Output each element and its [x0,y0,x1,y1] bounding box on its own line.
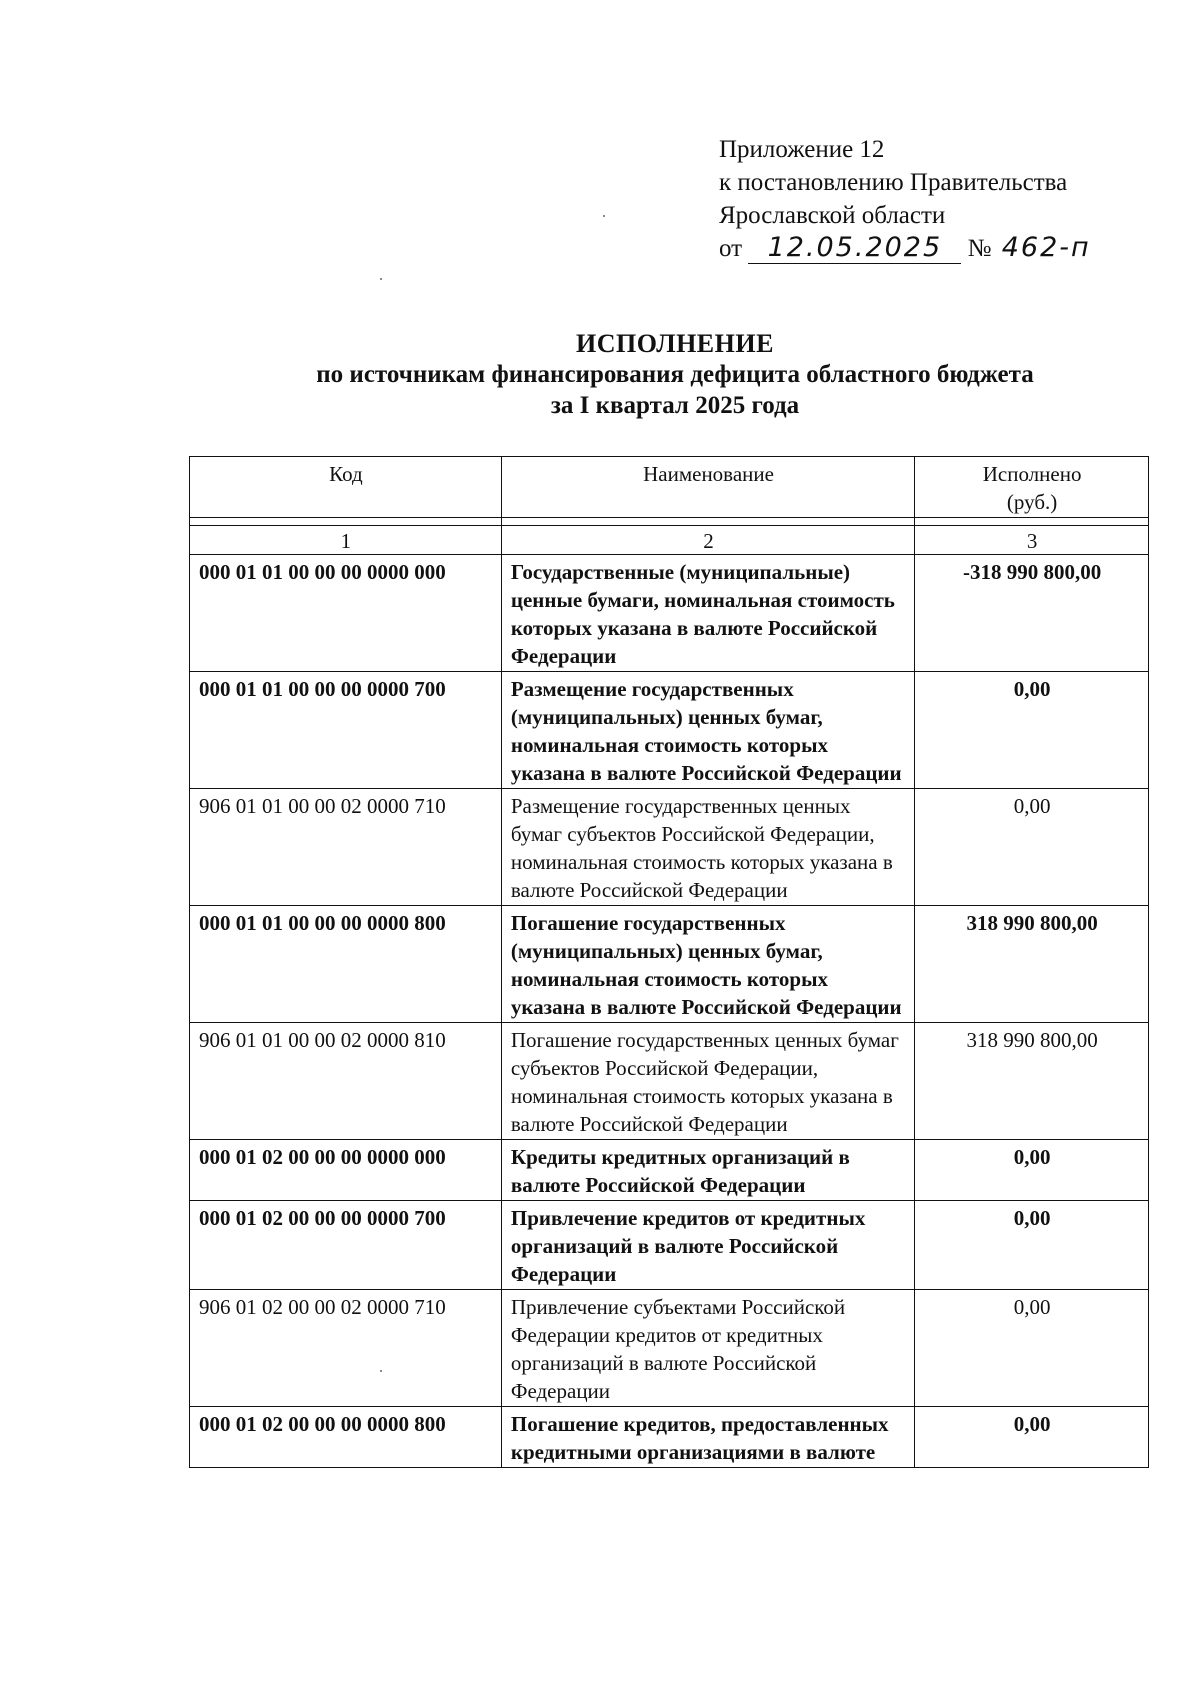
header-gap [190,518,1149,526]
scan-speck [380,278,382,280]
amount-cell: 0,00 [915,1407,1149,1468]
table-row [190,672,1149,789]
execution-table [189,456,1149,1468]
name-cell: Размещение государственных (муниципальных) ценных бумаг, номинальная стоимость которых указана в валюте Российской Федерации [501,672,914,789]
code-cell: 000 01 01 00 00 00 0000 000 [190,555,502,672]
name-cell: Погашение государственных ценных бумаг субъектов Российской Федерации, номинальная стоимость которых указана в валюте Российской Федерации [501,1023,914,1140]
title-line-3: за I квартал 2025 года [550,392,800,419]
name-cell: Погашение кредитов, предоставленных кредитными организациями в валюте [501,1407,914,1468]
date-prefix: от [719,235,743,262]
amount-cell: -318 990 800,00 [915,555,1149,672]
table-row [190,1140,1149,1201]
name-cell: Погашение государственных (муниципальных) ценных бумаг, номинальная стоимость которых указана в валюте Российской Федерации [501,906,914,1023]
amount-cell: 0,00 [915,1140,1149,1201]
title-line-2: по источникам финансирования дефицита областного бюджета [316,361,1034,388]
scan-speck [603,215,605,217]
name-cell: Привлечение кредитов от кредитных организаций в валюте Российской Федерации [501,1201,914,1290]
header-name: Наименование [501,457,914,518]
name-cell: Кредиты кредитных организаций в валюте Российской Федерации [501,1140,914,1201]
handwritten-number: 462-п [1001,232,1091,263]
table-header-row [190,457,1149,518]
amount-cell: 0,00 [915,789,1149,906]
header-amount-line-2: (руб.) [1006,490,1058,514]
table-row [190,906,1149,1023]
table-row [190,1290,1149,1407]
name-cell: Государственные (муниципальные) ценные бумаги, номинальная стоимость которых указана в валюте Российской Федерации [501,555,914,672]
amount-cell: 0,00 [915,672,1149,789]
code-cell: 000 01 02 00 00 00 0000 700 [190,1201,502,1290]
name-cell: Размещение государственных ценных бумаг субъектов Российской Федерации, номинальная стоимость которых указана в валюте Российской Федерации [501,789,914,906]
appendix-line-3: Ярославской области [719,202,946,229]
code-cell: 000 01 02 00 00 00 0000 800 [190,1407,502,1468]
code-cell: 000 01 02 00 00 00 0000 000 [190,1140,502,1201]
number-prefix: № [967,235,992,262]
scan-speck [380,1370,382,1372]
amount-cell: 0,00 [915,1201,1149,1290]
appendix-date-line [719,232,1124,265]
handwritten-date: 12.05.2025 [748,233,961,264]
code-cell: 906 01 01 00 00 02 0000 710 [190,789,502,906]
appendix-line-1: Приложение 12 [719,136,885,163]
table-row [190,1023,1149,1140]
title-line-1: ИСПОЛНЕНИЕ [576,329,774,358]
amount-cell: 318 990 800,00 [915,906,1149,1023]
code-cell: 000 01 01 00 00 00 0000 800 [190,906,502,1023]
header-amount-line-1: Исполнено [982,462,1082,486]
table-row [190,789,1149,906]
column-number-3: 3 [915,526,1149,555]
amount-cell: 0,00 [915,1290,1149,1407]
column-number-2: 2 [501,526,914,555]
code-cell: 000 01 01 00 00 00 0000 700 [190,672,502,789]
document-title [200,328,1150,421]
column-number-row [190,526,1149,555]
table-row [190,555,1149,672]
appendix-line-2: к постановлению Правительства [719,169,1068,196]
code-cell: 906 01 01 00 00 02 0000 810 [190,1023,502,1140]
name-cell: Привлечение субъектами Российской Федерации кредитов от кредитных организаций в валюте Российской Федерации [501,1290,914,1407]
code-cell: 906 01 02 00 00 02 0000 710 [190,1290,502,1407]
table-row [190,1201,1149,1290]
column-number-1: 1 [190,526,502,555]
header-amount [915,457,1149,518]
header-code: Код [190,457,502,518]
amount-cell: 318 990 800,00 [915,1023,1149,1140]
appendix-header [719,133,1124,265]
table-row [190,1407,1149,1468]
